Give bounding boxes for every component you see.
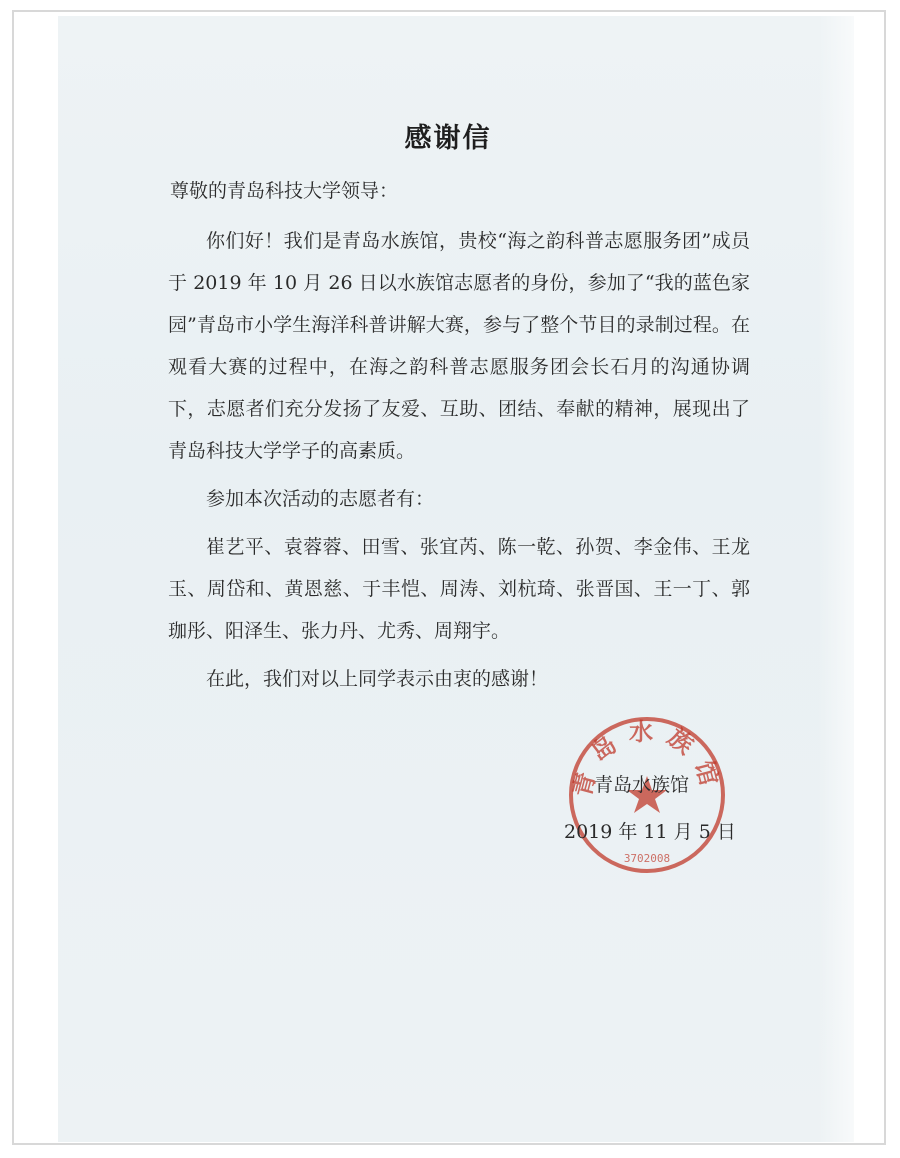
svg-text:青岛水族馆: 青岛水族馆 — [566, 717, 728, 800]
paragraph-volunteers-heading: 参加本次活动的志愿者有： — [206, 488, 435, 510]
letter-greeting: 尊敬的青岛科技大学领导： — [170, 180, 399, 202]
letter-body — [168, 220, 750, 700]
letter-title: 感谢信 — [404, 123, 492, 154]
paragraph-volunteer-names: 崔艺平、袁蓉蓉、田雪、张宜芮、陈一乾、孙贺、李金伟、王龙玉、周岱和、黄恩慈、于丰恺、周涛、刘杭琦、张晋国、王一丁、郭珈彤、阳泽生、张力丹、尤秀、周翔宇。 — [168, 536, 750, 642]
letter-date: 2019 年 11 月 5 日 — [564, 821, 736, 843]
paragraph-intro: 你们好！我们是青岛水族馆，贵校“海之韵科普志愿服务团”成员于 2019 年 10 月 26 日以水族馆志愿者的身份，参加了“我的蓝色家园”青岛市小学生海洋科普讲解大赛，参与了整个节目的录制过程。在观看大赛的过程中，在海之韵科普志愿服务团会长石月的沟通协调下，志愿者们充分发扬了友爱、互助、团结、奉献的精神，展现出了青岛科技大学学子的高素质。 — [168, 230, 750, 462]
letter-signature: 青岛水族馆 — [594, 774, 690, 796]
paragraph-thanks: 在此，我们对以上同学表示由衷的感谢！ — [206, 668, 549, 690]
svg-text:3702008: 3702008 — [623, 852, 671, 865]
